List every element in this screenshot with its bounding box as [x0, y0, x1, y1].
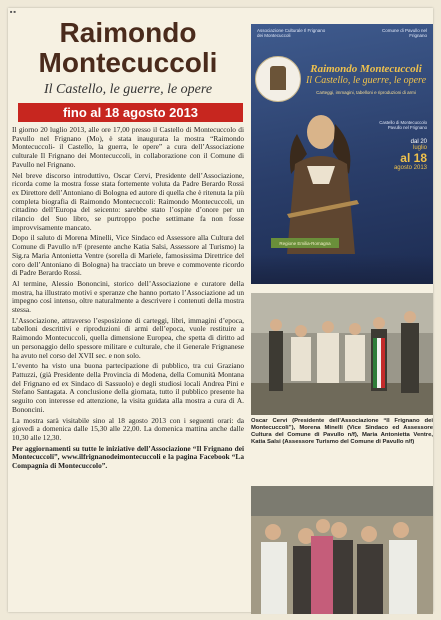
paragraph-8: Per aggiornamenti su tutte le iniziative dell’Associazione “Il Frignano dei Montecuccoli”, www.ilfrignanodeimontecuccoli e la pagina Facebook “La Compagnia di Montecuccolo”. [12, 443, 244, 471]
poster-dates [367, 139, 427, 171]
poster-month-from: luglio [412, 145, 427, 151]
association-seal-icon [255, 56, 301, 102]
paragraph-2: Nel breve discorso introduttivo, Oscar Cervi, Presidente dell’Associazione, ricorda come la mostra fosse stata fortemente voluta da Padre Berardo Rossi ex Direttore dell’Antoniano di Bologna ed autore di quella che è ritenuta la più completa biografia di Raimondo Montecuccoli: Raimondo Montecuccoli, un cittadino dell’Europa del seicento: sarebbe stato l’ospite d’onore per un rilancio del Suo libro, se purtroppo poche settimane fa non fosse improvvisamente mancato. [12, 170, 244, 232]
poster-footer [251, 254, 433, 284]
poster-subline: Carteggi, immagini, tabelloni e riproduzioni di armi [316, 90, 416, 95]
photo-caption: Oscar Cervi (Presidente dell’Associazione “Il Frignano dei Montecuccoli”), Morena Minelli (Vice Sindaco ed Assessore Cultura del Comune di Pavullo n/f), Maria Antonietta Ventre, Katia Salsi (Assessore Turismo del Comune di Pavullo n/f) [251, 418, 433, 445]
paragraph-7: La mostra sarà visitabile sino al 18 agosto 2013 con i seguenti orari: da giovedì a domenica dalle 15,30 alle 22,00. La domenica mattina anche dalle 10,30 alle 12,30. [12, 415, 244, 442]
photo-group [251, 486, 433, 614]
paragraph-3: Dopo il saluto di Morena Minelli, Vice Sindaco ed Assessore alla Cultura del Comune di Pavullo n/F (presente anche Katia Salsi, Assessore al Turismo) la Sig.ra Maria Antonietta Ventre (sorella di Mariele, famosissima Direttrice del coro dell’Antoniano di Bologna) ha tracciato un breve e commovente ricordo di Padre Berardo Rossi. [12, 233, 244, 278]
speakers-photo-image [251, 293, 433, 415]
paragraph-5: L’Associazione, attraverso l’esposizione di carteggi, libri, immagini d’epoca, tabelloni descrittivi e riproduzioni di armi dell’epoca, vuole restituire a Raimondo Montecuccoli, quella dimensione Europea, che spetta di diritto ad un personaggio dello spessore militare e culturale, che il Generale Frignanese ha avuto nel corso del XVII sec. e non solo. [12, 315, 244, 360]
photo-speakers [251, 293, 433, 415]
group-photo-image [251, 486, 433, 614]
paragraph-1: Il giorno 20 luglio 2013, alle ore 17,00 presso il Castello di Montecuccolo di Pavullo nel Frignano (Mo), è stata inaugurata la mostra “Raimondo Montecuccoli- il Castello, la guerra, le opere” a cura dell’Associazione culturale Il Frignano dei Montecuccoli, in collaborazione con il Comune di Pavullo nel Frignano. [12, 125, 244, 169]
poster-month-to: agosto 2013 [393, 165, 427, 171]
date-banner: fino al 18 agosto 2013 [18, 103, 243, 122]
poster-title-line-2: Il Castello, le guerre, le opere [305, 75, 427, 86]
paragraph-4: Al termine, Alessio Bononcini, storico dell’Associazione e curatore della mostra, ha illustrato motivi e speranze che hanno portato l’Associazione ad un impegno così intenso, oltre naturalmente a descrivere i contenuti della mostra stessa. [12, 278, 244, 315]
article-subtitle: Il Castello, le guerre, le opere [43, 82, 213, 97]
exhibition-poster [251, 24, 433, 284]
article-body [12, 126, 244, 473]
article-title [8, 18, 248, 78]
poster-date-from: dal 20 [410, 139, 427, 145]
poster-title-line-1: Raimondo Montecuccoli [310, 63, 422, 75]
poster-header-left: Associazione Culturale Il Frignano dei Montecuccoli [257, 28, 326, 38]
corner-mark: ■ ■ [10, 9, 16, 14]
poster-venue: Castello di Montecuccolo Pavullo nel Frignano [379, 120, 427, 130]
portrait-figure-icon [277, 104, 367, 254]
poster-header-right: Comune di Pavullo nel Frignano [381, 28, 427, 38]
newspaper-page [8, 8, 433, 612]
paragraph-6: L’evento ha visto una buona partecipazione di pubblico, tra cui Graziano Pattuzzi, (già Presidente della Provincia di Modena, della Comunità Montana del Frignano ed ex Sindaco di Sassuolo) e degli studiosi locali Andrea Pini e Stefano Santagata. A conclusione della giornata, tutto il pubblico presente ha seguito con interesse ed attenzione, la visita guidata alla mostra a cura di A. Bononcini. [12, 361, 244, 414]
title-line-1: Raimondo [59, 17, 197, 48]
poster-sponsor-band: Regione Emilia-Romagna [271, 238, 339, 248]
poster-date-to: al 18 [400, 151, 427, 165]
title-line-2: Montecuccoli [38, 47, 218, 78]
poster-title [301, 64, 431, 86]
